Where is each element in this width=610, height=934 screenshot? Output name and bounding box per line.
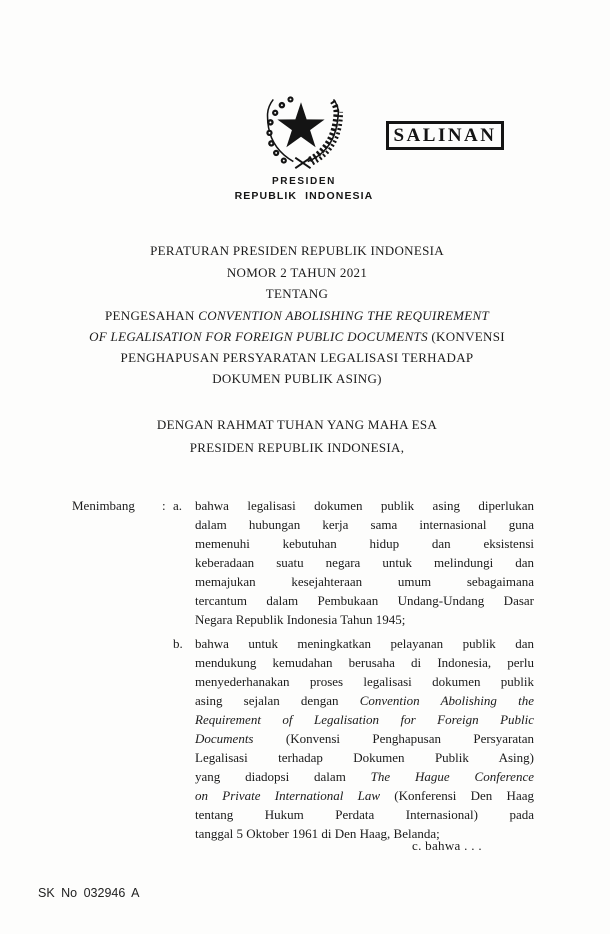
tentang-label: TENTANG [265, 286, 329, 301]
presidential-emblem-icon [258, 86, 344, 174]
preamble [0, 413, 594, 459]
considering-items [173, 496, 534, 843]
item-a-marker: a. [173, 498, 183, 513]
enacting-authority-line: PRESIDEN REPUBLIK INDONESIA, [189, 440, 405, 455]
letterhead-republik-indonesia: REPUBLIK INDONESIA [234, 190, 374, 202]
regulation-subject: PENGESAHAN CONVENTION ABOLISHING THE REQUIREMENT OF LEGALISATION FOR FOREIGN PUBLIC DOCUMENTS (KONVENSI PENGHAPUSAN PERSYARATAN LEGALISASI TERHADAP DOKUMEN PUBLIK ASING) [89, 307, 505, 387]
regulation-number: NOMOR 2 TAHUN 2021 [226, 264, 368, 280]
considering-label: Menimbang [72, 498, 135, 513]
letterhead [0, 176, 608, 202]
salinan-copy-stamp [386, 121, 504, 150]
considering-section [72, 496, 534, 848]
item-a-text: bahwa legalisasi dokumen publik asing diperlukan dalam hubungan kerja sama internasional guna memenuhi kebutuhan hidup dan eksistensi keberadaan suatu negara untuk melindungi dan memajukan kesejahteraan umum sebagaimana tercantum dalam Pembukaan Undang-Undang Dasar Negara Republik Indonesia Tahun 1945; [195, 498, 534, 627]
invocation-line: DENGAN RAHMAT TUHAN YANG MAHA ESA [156, 417, 438, 432]
letterhead-presiden: PRESIDEN [272, 176, 336, 187]
considering-item-a [173, 496, 534, 629]
regulation-title: PERATURAN PRESIDEN REPUBLIK INDONESIA [150, 243, 444, 258]
considering-colon: : [162, 498, 166, 513]
item-b-text: bahwa untuk meningkatkan pelayanan publik dan mendukung kemudahan berusaha di Indonesia, perlu menyederhanakan proses legalisasi dokumen publik asing sejalan dengan Convention Abolishing the Requirement of Legalisation for Foreign Public Documents (Konvensi Penghapusan Persyaratan Legalisasi terhadap Dokumen Publik Asing) yang diadopsi dalam The Hague Conference on Private International Law (Konferensi Den Haag tentang Hukum Perdata Internasional) pada tanggal 5 Oktober 1961 di Den Haag, Belanda; [195, 636, 535, 841]
item-b-marker: b. [173, 636, 183, 651]
stamp-label: SALINAN [393, 124, 497, 146]
considering-item-b [173, 634, 534, 843]
catchword-next-page: c. bahwa . . . [412, 838, 482, 853]
sk-number-footer: SK No 032946 A [38, 886, 140, 900]
regulation-title-block [0, 240, 594, 389]
